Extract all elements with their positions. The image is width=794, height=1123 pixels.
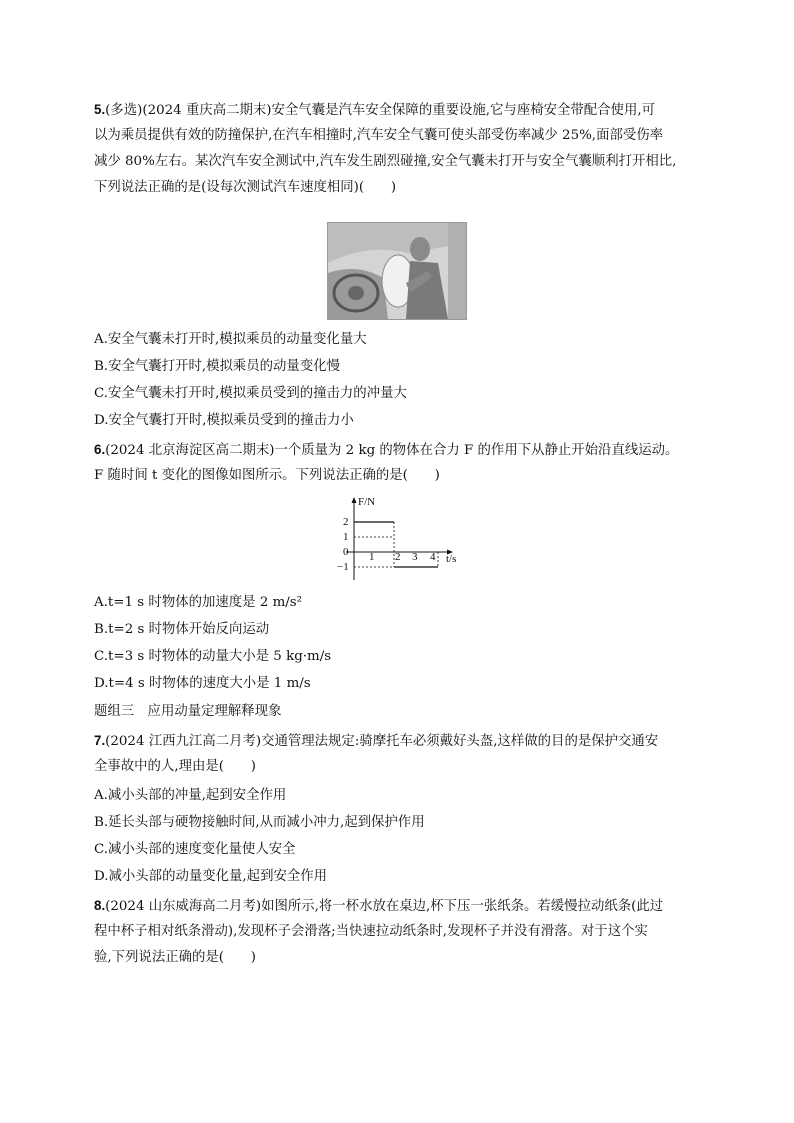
q8-line-3: 验,下列说法正确的是( ) [94,950,257,965]
y-tick-0: 0 [343,546,349,558]
q5-line-3: 减少 80%左右。某次汽车安全测试中,汽车发生剧烈碰撞,安全气囊未打开与安全气囊顺利打开相比, [94,154,677,169]
q6-number: 6. [94,442,106,457]
q6-line-2: F 随时间 t 变化的图像如图所示。下列说法正确的是( ) [94,468,440,483]
q5-line-2: 以为乘员提供有效的防撞保护,在汽车相撞时,汽车安全气囊可使头部受伤率减少 25%,面部受伤率 [94,128,664,143]
q6-option-b: B.t=2 s 时物体开始反向运动 [94,622,270,637]
q7-line-1: 7.(2024 江西九江高二月考)交通管理法规定:骑摩托车必须戴好头盔,这样做的目的是保护交通安 [94,733,659,749]
q7-number: 7. [94,733,106,748]
q6-option-c: C.t=3 s 时物体的动量大小是 5 kg·m/s [94,649,332,664]
x-axis-label: t/s [446,553,457,565]
q7-option-c: C.减小头部的速度变化量使人安全 [94,842,296,857]
q5-option-d: D.安全气囊打开时,模拟乘员受到的撞击力小 [94,413,354,428]
q5-number: 5. [94,102,106,117]
q5-line-4: 下列说法正确的是(设每次测试汽车速度相同)( ) [94,180,397,195]
q6-line-1: 6.(2024 北京海淀区高二期末)一个质量为 2 kg 的物体在合力 F 的作用下从静止开始沿直线运动。 [94,442,679,458]
y-axis-label: F/N [358,496,376,508]
q6-option-d: D.t=4 s 时物体的速度大小是 1 m/s [94,676,311,691]
q7-option-a: A.减小头部的冲量,起到安全作用 [94,788,287,803]
x-tick-2: 2 [395,551,401,563]
x-tick-1: 1 [369,551,375,563]
q5-option-a: A.安全气囊未打开时,模拟乘员的动量变化量大 [94,332,367,347]
y-tick-neg1: −1 [337,561,349,573]
x-tick-4: 4 [430,551,436,563]
q5-option-c: C.安全气囊未打开时,模拟乘员受到的撞击力的冲量大 [94,386,407,401]
q8-line-2: 程中杯子相对纸条滑动),发现杯子会滑落;当快速拉动纸条时,发现杯子并没有滑落。对于这个实 [94,924,648,939]
x-tick-3: 3 [412,551,418,563]
q8-number: 8. [94,898,106,913]
q6-option-a: A.t=1 s 时物体的加速度是 2 m/s² [94,595,303,610]
airbag-photo [327,222,467,320]
q5-line-1: 5.(多选)(2024 重庆高二期末)安全气囊是汽车安全保障的重要设施,它与座椅安全带配合使用,可 [94,102,655,118]
force-time-graph [330,494,470,584]
q7-option-d: D.减小头部的动量变化量,起到安全作用 [94,869,328,884]
q7-option-b: B.延长头部与硬物接触时间,从而减小冲力,起到保护作用 [94,815,425,830]
q5-option-b: B.安全气囊打开时,模拟乘员的动量变化慢 [94,359,340,374]
y-tick-2: 2 [343,516,349,528]
section-heading: 题组三 应用动量定理解释现象 [94,704,282,719]
y-tick-1: 1 [343,531,349,543]
y-axis-arrow-icon [352,497,357,503]
q7-line-2: 全事故中的人,理由是( ) [94,759,257,774]
q8-line-1: 8.(2024 山东威海高二月考)如图所示,将一杯水放在桌边,杯下压一张纸条。若缓慢拉动纸条(此过 [94,898,664,914]
